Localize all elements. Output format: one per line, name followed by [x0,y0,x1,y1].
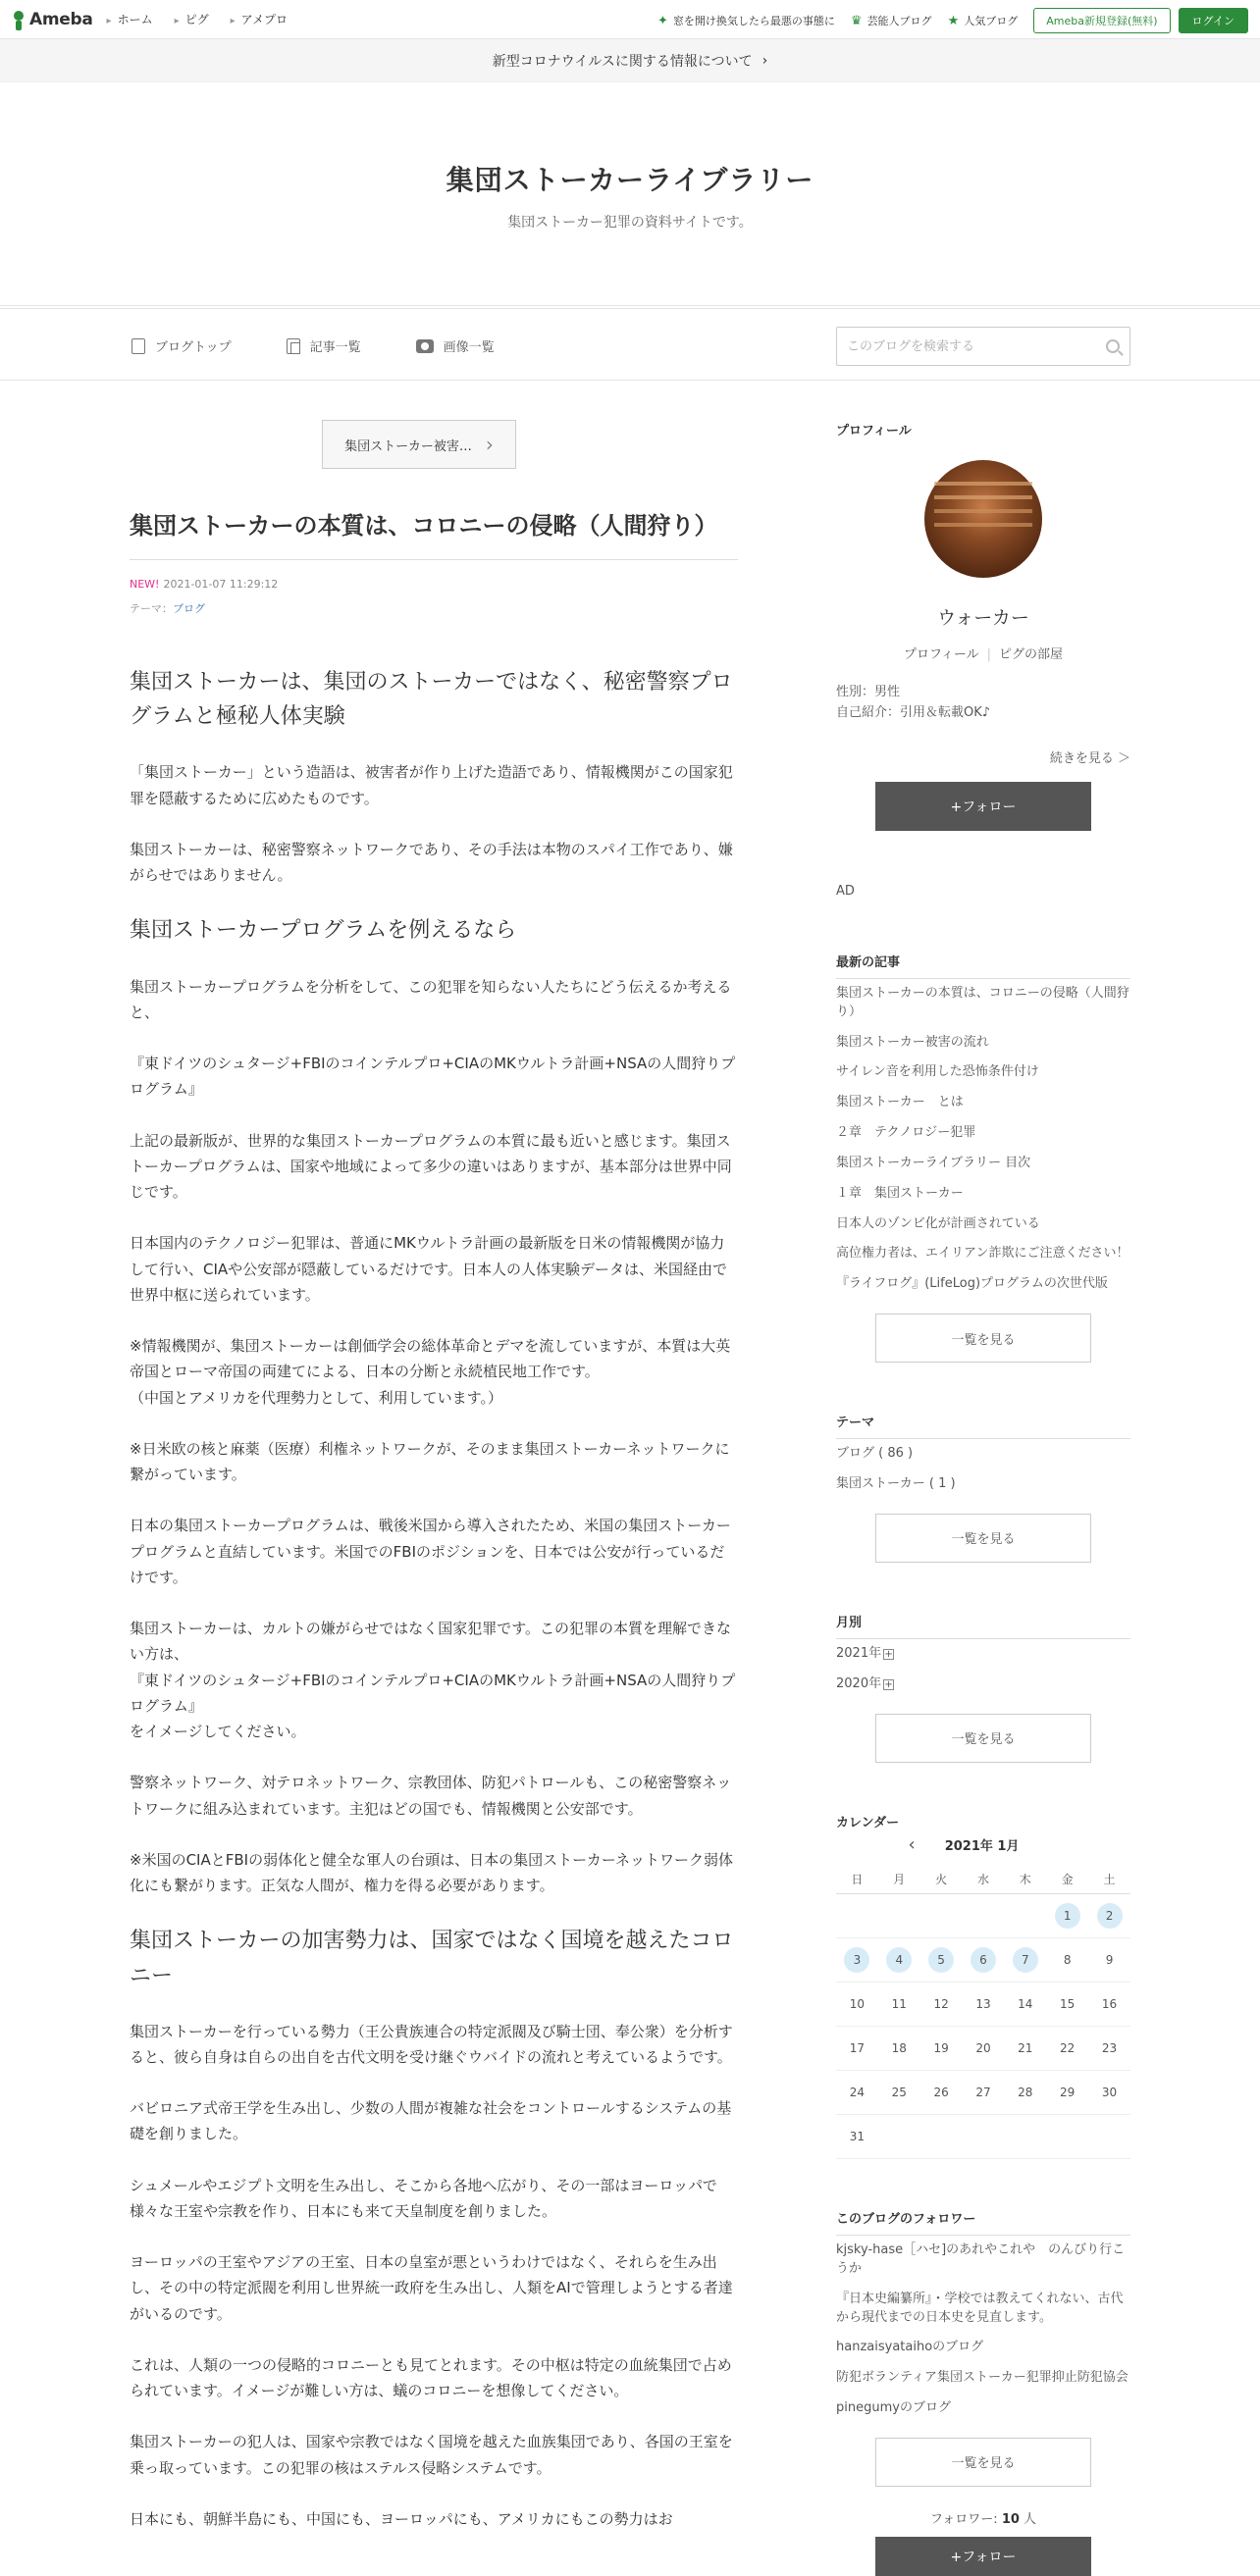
calendar-day [1004,2027,1046,2071]
follower-blog-link[interactable]: 防犯ボランティア集団ストーカー犯罪抑止防犯協会 [836,2370,1129,2386]
calendar-day [836,2071,878,2115]
paragraph: 集団ストーカーを行っている勢力（王公貴族連合の特定派閥及び騎士団、奉公衆）を分析すると、彼ら自身は自らの出自を古代文明を受け継ぐウバイドの流れと考えているようです。 [130,2022,733,2066]
month-heading: 月別 [836,1612,1130,1639]
global-nav [107,11,288,27]
ameba-logo-text: Ameba [29,9,93,29]
weekday-label: 水 [963,1865,1005,1894]
calendar-day [920,2115,963,2159]
follower-list [836,2236,1130,2424]
calendar-day-link[interactable]: 7 [1013,1947,1038,1973]
calendar-day [878,1983,920,2027]
calendar-title: 2021年 1月 [944,1838,1020,1854]
chevron-right-icon: › [485,433,494,456]
avatar[interactable] [924,460,1042,578]
month-list [836,1639,1130,1700]
paragraph: ※情報機関が、集団ストーカーは創価学会の総体革命とデマを流していますが、本質は大英帝国とローマ帝国の両建てによる、日本の分断と永続植民地工作です。 （中国とアメリカを代理勢力として、利用しています。） [130,1337,731,1407]
weekday-label: 木 [1004,1865,1046,1894]
profile-name[interactable]: ウォーカー [937,607,1029,629]
news-link[interactable] [657,13,835,28]
image-list-link[interactable] [416,336,495,355]
blog-top-label: ブログトップ [155,340,232,355]
theme-link[interactable]: ブログ [173,602,205,615]
calendar-day-link[interactable]: 1 [1055,1903,1080,1929]
follower-count [836,2508,1130,2527]
calendar-day-link[interactable]: 6 [971,1947,996,1973]
entry-list-label: 記事一覧 [309,340,361,355]
theme-item-link[interactable]: 集団ストーカー ( 1 ) [836,1476,956,1491]
calendar-day [963,2071,1005,2115]
calendar-day [1004,2115,1046,2159]
follower-blog-link[interactable]: hanzaisyataihoのブログ [836,2340,984,2355]
covid-notice-link[interactable] [0,39,1260,82]
recent-entry-link[interactable]: 集団ストーカーライブラリー 目次 [836,1155,1031,1170]
profile-link[interactable]: プロフィール [903,647,979,662]
calendar-day-number: 9 [1105,1953,1114,1968]
theme-nav-label: 集団ストーカー被害… [344,438,472,454]
calendar-day-link[interactable]: 4 [886,1947,912,1973]
month-item[interactable] [836,1670,1130,1700]
recent-entry-link[interactable]: 集団ストーカー被害の流れ [836,1034,989,1050]
paragraph: 日本にも、朝鮮半島にも、中国にも、ヨーロッパにも、アメリカにもこの勢力はお [130,2509,673,2528]
calendar-day [920,2071,963,2115]
follow-button[interactable]: +フォロー [875,782,1091,831]
profile-info [836,682,1130,724]
recent-heading: 最新の記事 [836,952,1130,979]
popular-blog-label: 人気ブログ [964,15,1019,27]
blog-title[interactable]: 集団ストーカーライブラリー [446,164,814,196]
blog-header [0,82,1260,306]
calendar-day [878,2027,920,2071]
calendar-day-number: 18 [891,2041,907,2056]
covid-notice-text: 新型コロナウイルスに関する情報について [492,53,753,70]
chevron-right-icon: › [761,52,768,69]
sidebar [836,420,1130,2576]
paragraph: バビロニア式帝王学を生み出し、少数の人間が複雑な社会をコントロールするシステムの基礎を創りました。 [130,2099,732,2143]
weekday-label: 月 [878,1865,920,1894]
image-list-label: 画像一覧 [443,340,495,355]
calendar-heading: カレンダー [836,1815,900,1830]
paragraph: 日本の集団ストーカープログラムは、戦後米国から導入されたため、米国の集団ストーカープログラムと直結しています。米国でのFBIのポジションを、日本では公安が行っているだけです。 [130,1517,731,1586]
calendar-day-number: 19 [933,2041,949,2056]
calendar-day [920,1894,963,1938]
paragraph: これは、人類の一つの侵略的コロニーとも見てとれます。その中枢は特定の血統集団で占められています。イメージが難しい方は、蟻のコロニーを想像してください。 [130,2355,732,2400]
weekday-label: 金 [1046,1865,1088,1894]
calendar-day [920,1983,963,2027]
entry-list-link[interactable] [287,336,361,355]
paragraph: ※日米欧の核と麻薬（医療）利権ネットワークが、そのまま集団ストーカーネットワークに繋がっています。 [130,1439,730,1484]
calendar-day-number: 15 [1060,1997,1076,2012]
calendar-day [878,1894,920,1938]
calendar-day [878,2115,920,2159]
follow-button-bottom[interactable]: +フォロー [875,2537,1091,2576]
calendar-day [963,2115,1005,2159]
crown-icon: ♛ [850,13,863,28]
weekday-label: 土 [1088,1865,1130,1894]
profile-gender: 性別：男性 [836,685,901,699]
ameba-logo-icon [12,9,26,30]
calendar-day [1046,2027,1088,2071]
expand-plus-icon[interactable]: + [884,1648,893,1660]
calendar-day-number: 26 [933,2086,949,2100]
theme-item-link[interactable]: ブログ ( 86 ) [836,1446,914,1462]
theme-view-all-button[interactable]: 一覧を見る [875,1514,1091,1563]
blog-search-input[interactable] [847,339,1073,354]
article [130,420,738,2557]
calendar-day [963,2027,1005,2071]
paragraph: 『東ドイツのシュタージ+FBIのコインテルプロ+CIAのMKウルトラ計画+NSAの人間狩りプログラム』 [130,1055,736,1099]
paragraph: 「集団ストーカー」という造語は、被害者が作り上げた造語であり、情報機関がこの国家犯罪を隠蔽するために広めたものです。 [130,763,733,807]
profile-links [836,644,1130,662]
profile-intro: 自己紹介：引用＆転載OK♪ [836,705,991,721]
recent-entry-link[interactable]: 『ライフログ』(LifeLog)プログラムの次世代版 [836,1276,1108,1292]
calendar-day-number: 21 [1018,2041,1033,2056]
calendar-day [1088,1983,1130,2027]
calendar-day[interactable] [1046,1894,1088,1938]
calendar-day[interactable] [836,1938,878,1983]
follower-count-label: フォロワー: [929,2511,1002,2527]
calendar-day-number: 24 [849,2086,866,2100]
theme-heading: テーマ [836,1412,1130,1439]
read-more-link[interactable]: 続きを見る ＞ [1049,750,1130,766]
calendar-day-number: 29 [1060,2086,1076,2100]
popular-blog-link[interactable] [948,13,1019,28]
paragraph: 警察ネットワーク、対テロネットワーク、宗教団体、防犯パトロールも、この秘密警察ネットワークに組み込まれています。主犯はどの国でも、情報機関と公安部です。 [130,1774,732,1818]
calendar-day [836,1983,878,2027]
calendar-day [1046,1938,1088,1983]
calendar-day-number: 20 [975,2041,991,2056]
blog-nav [0,308,1260,381]
celebrity-blog-link[interactable] [851,13,932,28]
calendar-day [1046,2115,1088,2159]
nav-pigg[interactable]: ▸ ピグ [175,11,209,27]
document-icon [131,338,145,354]
login-button[interactable]: ログイン [1179,8,1248,33]
calendar-day [836,2115,878,2159]
calendar-day-number: 27 [975,2086,991,2100]
themes-section [836,1412,1130,1563]
divider: | [986,647,992,662]
calendar-day[interactable] [1088,1894,1130,1938]
calendar-day[interactable] [963,1938,1005,1983]
news-link-label: 窓を開け換気したら最悪の事態に [672,15,835,27]
calendar-day-number: 22 [1060,2041,1076,2056]
star-icon: ★ [947,13,960,28]
calendar-day [1088,2027,1130,2071]
theme-prefix: テーマ： [130,602,173,615]
paragraph: 集団ストーカーは、カルトの嫌がらせではなく国家犯罪です。この犯罪の本質を理解できない方は、 『東ドイツのシュタージ+FBIのコインテルプロ+CIAのMKウルトラ計画+NSAの人間狩りプログラム』 をイメージしてください。 [130,1620,736,1741]
calendar-day [1046,1983,1088,2027]
pigg-room-link[interactable]: ピグの部屋 [999,647,1064,662]
paragraph: 日本国内のテクノロジー犯罪は、普通にMKウルトラ計画の最新版を日米の情報機関が協力して行い、CIAや公安部が隠蔽しているだけです。日本人の人体実験データは、米国経由で世界中枢に送られています。 [130,1234,727,1304]
follower-count-unit: 人 [1019,2511,1037,2527]
calendar-day-number: 25 [891,2086,907,2100]
calendar-header [836,1834,1130,1855]
calendar-day-number: 30 [1101,2086,1118,2100]
entry-meta [130,578,738,616]
recent-entry-link[interactable]: 集団ストーカーの本質は、コロニーの侵略（人間狩り） [836,985,1129,1019]
follower-blog-link[interactable]: 『日本史編纂所』・学校では教えてくれない、古代から現代までの日本史を見直します。 [836,2291,1124,2325]
entry-date: 2021-01-07 11:29:12 [163,578,279,591]
nav-amepro[interactable]: ▸ アメプロ [231,11,288,27]
blog-top-link[interactable] [131,336,232,355]
weekday-label: 火 [920,1865,963,1894]
calendar-day-number: 23 [1101,2041,1118,2056]
paragraph: シュメールやエジプト文明を生み出し、そこから各地へ広がり、その一部はヨーロッパで様々な王室や宗教を作り、日本にも来て天皇制度を創りました。 [130,2176,717,2220]
calendar-day-link[interactable]: 5 [928,1947,954,1973]
register-button[interactable]: Ameba新規登録(無料) [1033,8,1170,33]
month-view-all-button[interactable]: 一覧を見る [875,1714,1091,1763]
copy-icon [287,338,300,354]
paragraph: ヨーロッパの王室やアジアの王室、日本の皇室が悪というわけではなく、それらを生み出し、その中の特定派閥を利用し世界統一政府を生み出し、人類をAIで管理しようとする者達がいるのです。 [130,2253,733,2323]
paragraph: 集団ストーカープログラムを分析をして、この犯罪を知らない人たちにどう伝えるか考えると、 [130,977,732,1021]
entry-body [130,665,738,2532]
paragraph: 上記の最新版が、世界的な集団ストーカープログラムの本質に最も近いと感じます。集団ストーカープログラムは、国家や地域によって多少の違いはありますが、基本部分は世界中同じです。 [130,1131,732,1202]
section-heading: 集団ストーカーは、集団のストーカーではなく、秘密警察プログラムと極秘人体実験 [130,670,733,730]
recent-entry-link[interactable]: サイレン音を利用した恐怖条件付け [836,1064,1039,1080]
recent-view-all-button[interactable]: 一覧を見る [875,1314,1091,1363]
section-heading: 集団ストーカーの加害勢力は、国家ではなく国境を越えたコロニー [130,1929,734,1988]
paragraph: 集団ストーカーの犯人は、国家や宗教ではなく国境を越えた血族集団であり、各国の王室を乗っ取っています。この犯罪の核はステルス侵略システムです。 [130,2433,733,2477]
recent-entry-link[interactable]: ２章 テクノロジー犯罪 [836,1125,976,1141]
recent-entries [836,952,1130,1363]
calendar-day [878,2071,920,2115]
recent-entry-link[interactable]: 日本人のゾンビ化が計画されている [836,1215,1040,1231]
blog-search [836,327,1130,366]
calendar-day [836,1894,878,1938]
month-label: 2021年 [836,1645,882,1661]
calendar-day [1088,1938,1130,1983]
calendar-day [920,2027,963,2071]
calendar-day [963,1983,1005,2027]
paragraph: ※米国のCIAとFBIの弱体化と健全な軍人の台頭は、日本の集団ストーカーネットワーク弱体化にも繋がります。正気な人間が、権力を得る必要があります。 [130,1850,734,1895]
calendar-day [1088,2115,1130,2159]
calendar-day-number: 14 [1018,1997,1033,2012]
calendar-day[interactable] [878,1938,920,1983]
nav-home[interactable]: ▸ ホーム [107,11,153,27]
calendar-day [963,1894,1005,1938]
followers-section [836,2208,1130,2576]
calendar-day-link[interactable]: 2 [1097,1903,1123,1929]
followers-view-all-button[interactable]: 一覧を見る [875,2438,1091,2487]
sparkle-icon: ✦ [657,13,668,28]
theme-nav-button[interactable] [322,420,516,469]
calendar-day-number: 12 [933,1997,949,2012]
blog-description: 集団ストーカー犯罪の資料サイトです。 [507,215,753,231]
calendar-day-number: 28 [1018,2086,1033,2100]
global-header [0,0,1260,39]
weekday-label: 日 [836,1865,878,1894]
celebrity-blog-label: 芸能人ブログ [866,15,932,27]
month-item[interactable] [836,1639,1130,1670]
recent-list [836,979,1130,1300]
recent-entry-link[interactable]: 集団ストーカー とは [836,1095,964,1110]
calendar [836,1865,1130,2160]
expand-plus-icon[interactable]: + [884,1678,893,1690]
calendar-day [1046,2071,1088,2115]
calendar-day [1088,2071,1130,2115]
theme-list [836,1439,1130,1500]
recent-entry-link[interactable]: １章 集団ストーカー [836,1185,964,1201]
entry-title[interactable]: 集団ストーカーの本質は、コロニーの侵略（人間狩り） [130,508,738,560]
recent-entry-link[interactable]: 高位権力者は、エイリアン詐欺にご注意ください！ [836,1246,1129,1262]
chevron-left-icon[interactable]: ‹ [908,1833,916,1855]
calendar-day [1004,2071,1046,2115]
ameba-logo[interactable] [12,9,93,30]
calendar-day[interactable] [920,1938,963,1983]
month-label: 2020年 [836,1675,882,1691]
follower-count-value: 10 [1001,2511,1020,2527]
paragraph: 集団ストーカーは、秘密警察ネットワークであり、その手法は本物のスパイ工作であり、嫌がらせではありません。 [130,840,733,885]
calendar-day-number: 10 [849,1997,866,2012]
calendar-day [1004,1894,1046,1938]
calendar-day-number: 8 [1063,1953,1072,1968]
calendar-section [836,1812,1130,2160]
monthly-section [836,1612,1130,1763]
follower-blog-link[interactable]: kjsky-hase［ハセ]のあれやこれや のんびり行こうか [836,2242,1126,2276]
followers-heading: このブログのフォロワー [836,2208,1130,2236]
calendar-day-number: 17 [849,2041,866,2056]
section-heading: 集団ストーカープログラムを例えるなら [130,918,517,944]
new-badge: NEW! [130,578,160,591]
calendar-day-number: 13 [975,1997,991,2012]
header-right [657,8,1248,33]
profile-heading: プロフィール [836,424,912,438]
calendar-day-link[interactable]: 3 [844,1947,869,1973]
calendar-day-number: 11 [891,1997,907,2012]
ad-label: AD [836,883,855,899]
calendar-day-number: 16 [1101,1997,1118,2012]
calendar-day [1004,1983,1046,2027]
calendar-day [836,2027,878,2071]
calendar-day-number: 31 [849,2130,866,2144]
follower-blog-link[interactable]: pinegumyのブログ [836,2400,951,2416]
search-icon[interactable] [1106,339,1120,353]
camera-icon [416,339,434,353]
calendar-day[interactable] [1004,1938,1046,1983]
